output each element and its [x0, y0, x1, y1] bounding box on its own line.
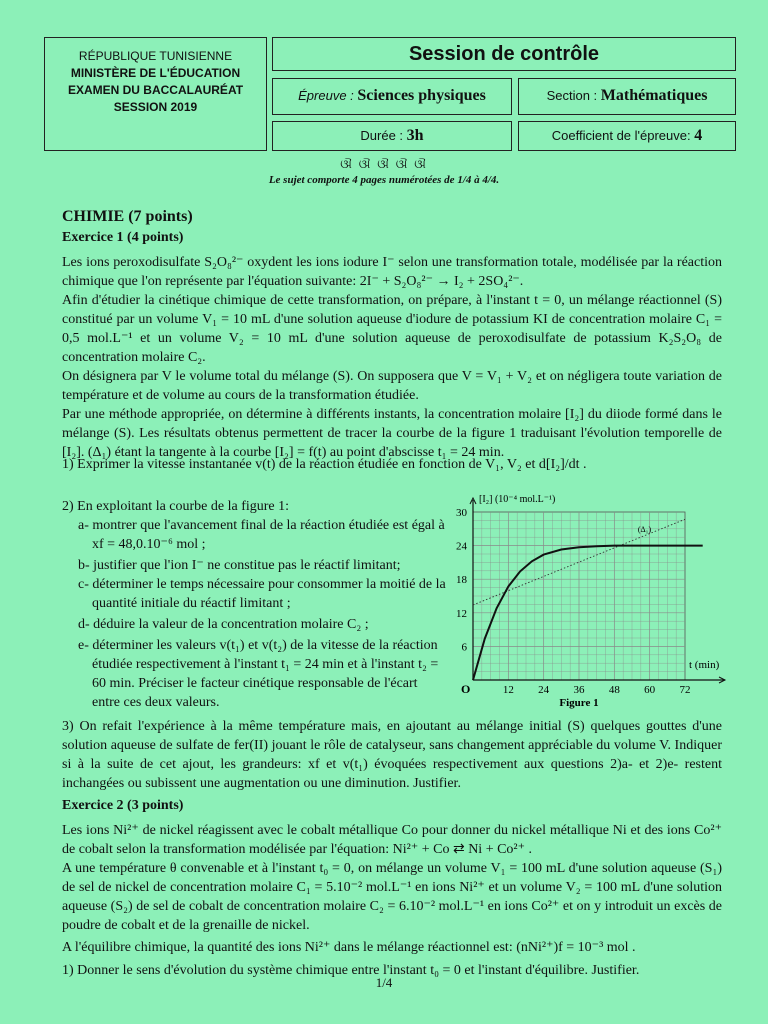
exam-header: [44, 37, 736, 153]
ex2-para: A une température θ convenable et à l'instant t₀ = 0, on mélange un volume V₁ = 100 mL d'une solution aqueuse (S₁) de sel de nickel de concentration molaire C₁ = 5.10⁻² mol.L⁻¹ en ions Ni²⁺ et un volume V₂ = 100 mL d'une solution aqueuse (S₂) de sel de cobalt de concentration molaire C₂ = 6.10⁻² mol.L⁻¹ en ions Co²⁺ et on y introduit un excès de poudre de cobalt et de la grenaille de nickel.: [62, 861, 722, 933]
figure-1-chart: [448, 492, 736, 714]
duree-cell: [272, 121, 512, 151]
section-cell: [518, 78, 736, 115]
x-tick-label: 48: [608, 684, 620, 696]
y-tick-label: 6: [461, 641, 467, 654]
figure-caption: Figure 1: [559, 697, 599, 709]
ministry-label: MINISTÈRE DE L'ÉDUCATION: [70, 66, 241, 80]
institution-box: [44, 37, 267, 151]
coef-cell: [518, 121, 736, 151]
ex2-question-1: 1) Donner le sens d'évolution du système chimique entre l'instant t₀ = 0 et l'instant d'équilibre. Justifier.: [62, 963, 640, 978]
epreuve-label: Épreuve :: [298, 88, 354, 103]
y-axis-label: [I₂] (10⁻⁴ mol.L⁻¹): [479, 494, 556, 505]
x-tick-label: 24: [538, 684, 550, 696]
question-2: [62, 497, 447, 712]
x-tick-label: 36: [573, 684, 585, 696]
section-value: Mathématiques: [600, 87, 708, 104]
x-tick-label: 72: [679, 684, 691, 696]
question-2-item: c- déterminer le temps nécessaire pour consommer la moitié de la quantité initiale du réactif limitant ;: [78, 577, 446, 611]
coef-value: 4: [694, 127, 703, 144]
x-tick-label: 12: [502, 684, 514, 696]
question-2-item: a- montrer que l'avancement final de la réaction étudiée est égal à xf = 48,0.10⁻⁶ mol ;: [78, 518, 445, 552]
pages-note: Le sujet comporte 4 pages numérotées de 1/4 à 4/4.: [268, 174, 500, 186]
page-number: 1/4: [375, 975, 393, 990]
origin-label: O: [461, 682, 471, 696]
ex1-para: Les ions peroxodisulfate S₂O₈²⁻ oxydent les ions iodure I⁻ selon une transformation totale, modélisée par la réaction chimique que l'on représente par l'équation suivante: 2I⁻ + S₂O₈²⁻ → I₂ + 2SO₄²⁻.: [62, 255, 722, 289]
question-3: [62, 717, 722, 793]
chart-grid: [470, 498, 725, 683]
chimie-title: CHIMIE (7 points): [62, 208, 193, 225]
x-axis-label: t (min): [689, 659, 720, 671]
page-title: Session de contrôle: [272, 37, 736, 71]
ex2-para: Les ions Ni²⁺ de nickel réagissent avec le cobalt métallique Co pour donner du nickel métallique Ni et des ions Co²⁺ de cobalt selon la transformation modélisée par l'équation: Ni²⁺ + Co ⇄ Ni + Co²⁺ .: [62, 823, 722, 857]
y-tick-label: 24: [456, 540, 467, 553]
tangent-label: (Δ₁): [637, 525, 652, 535]
ex2-title: Exercice 2 (3 points): [62, 798, 184, 813]
question-3-text: 3) On refait l'expérience à la même température mais, en ajoutant au mélange initial (S) quelques gouttes d'une solution aqueuse de sulfate de fer(II) jouant le rôle de catalyseur, sans changement appréciable du volume V. Indiquer si à la suite de cet ajout, les grandeurs: xf et v(t₁) évoquées respectivement aux questions 2)a- et 2)e- restent inchangées ou subissent une augmentation ou une diminution. Justifier.: [62, 719, 722, 791]
question-2-stem: 2) En exploitant la courbe de la figure 1:: [62, 499, 290, 514]
republic-label: RÉPUBLIQUE TUNISIENNE: [78, 49, 233, 63]
duree-value: 3h: [406, 127, 424, 144]
decoration: ଔ ଔ ଔ ଔ ଔ: [340, 157, 428, 171]
ex1-para: Afin d'étudier la cinétique chimique de cette transformation, on prépare, à l'instant t = 0, un mélange réactionnel (S) constitué par un volume V₁ = 10 mL d'une solution aqueuse d'iodure de potassium KI de concentration molaire C₁ = 0,5 mol.L⁻¹ et un volume V₂ = 10 mL d'une solution aqueuse de peroxodisulfate de potassium K₂S₂O₈ de concentration molaire C₂.: [62, 293, 722, 365]
y-tick-label: 18: [456, 574, 467, 587]
session-year-label: SESSION 2019: [113, 100, 198, 114]
question-2-item: b- justifier que l'ion I⁻ ne constitue pas le réactif limitant;: [78, 558, 401, 573]
epreuve-value: Sciences physiques: [357, 87, 486, 104]
exercise-2: [62, 796, 722, 980]
y-tick-label: 30: [456, 507, 467, 519]
section-label: Section :: [546, 88, 598, 103]
ex1-para: On désignera par V le volume total du mélange (S). On supposera que V = V₁ + V₂ et on négligera toute variation de température et de volume au cours de la transformation étudiée.: [62, 369, 722, 403]
x-tick-label: 60: [644, 684, 656, 696]
question-2-item: e- déterminer les valeurs v(t₁) et v(t₂) de la vitesse de la réaction étudiée respectivement à l'instant t₁ = 24 min et à l'instant t₂ = 60 min. Préciser le facteur cinétique responsable de l'écart entre ces deux valeurs.: [78, 638, 439, 710]
ex2-para: A l'équilibre chimique, la quantité des ions Ni²⁺ dans le mélange réactionnel est: (nNi²⁺)f = 10⁻³ mol .: [62, 940, 636, 955]
epreuve-cell: [272, 78, 512, 115]
y-tick-label: 12: [456, 607, 467, 620]
question-2-item: d- déduire la valeur de la concentration molaire C₂ ;: [78, 617, 369, 632]
question-1: 1) Exprimer la vitesse instantanée v(t) de la réaction étudiée en fonction de V₁, V₂ et d[I₂]/dt .: [62, 457, 587, 472]
duree-label: Durée :: [360, 128, 404, 143]
coef-label: Coefficient de l'épreuve:: [551, 128, 691, 143]
exam-label: EXAMEN DU BACCALAURÉAT: [67, 83, 244, 97]
ex1-title: Exercice 1 (4 points): [62, 230, 184, 245]
chimie-section: [62, 207, 722, 462]
ex1-para: Par une méthode appropriée, on détermine à différents instants, la concentration molaire [I₂] du diiode formé dans le mélange (S). Les résultats obtenus permettent de tracer la courbe de la figure 1 traduisant l'évolution temporelle de [I₂]. (Δ₁) étant la tangente à la courbe [I₂] = f(t) au point d'abscisse t₁ = 24 min.: [62, 407, 722, 460]
